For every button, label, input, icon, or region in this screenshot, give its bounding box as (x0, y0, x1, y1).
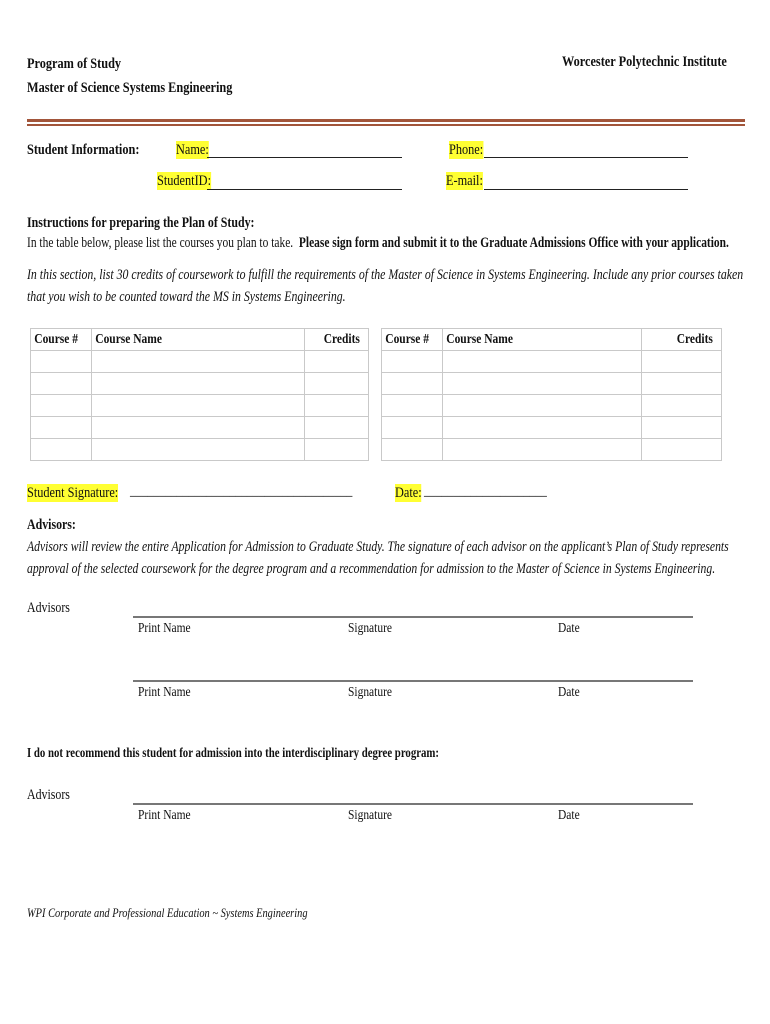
course-number-cell[interactable] (382, 439, 443, 461)
course-name-cell[interactable] (91, 351, 304, 373)
institution-name: Worcester Polytechnic Institute (562, 54, 727, 70)
print-name-caption: Print Name (138, 685, 191, 700)
student-signature-label: Student Signature: (27, 485, 119, 501)
course-number-cell[interactable] (31, 373, 92, 395)
table-row (382, 351, 722, 373)
credits-cell[interactable] (642, 351, 722, 373)
credits-cell[interactable] (642, 417, 722, 439)
course-name-cell[interactable] (91, 395, 304, 417)
not-recommend-heading: I do not recommend this student for admission into the interdisciplinary degree program: (27, 745, 440, 760)
footer-text: WPI Corporate and Professional Education ~ Systems Engineering (27, 905, 308, 920)
course-number-cell[interactable] (31, 351, 92, 373)
not-recommend-advisors-label: Advisors (27, 787, 70, 803)
table-row (382, 439, 722, 461)
course-number-cell[interactable] (382, 395, 443, 417)
credits-cell[interactable] (305, 439, 369, 461)
not-recommend-signature-line[interactable] (133, 803, 693, 805)
instructions-bold: Please sign form and submit it to the Graduate Admissions Office with your application. (298, 235, 729, 251)
document-title (27, 52, 278, 100)
student-signature-field[interactable]: ______________________________________ (130, 483, 353, 499)
course-name-cell[interactable] (442, 351, 641, 373)
phone-field[interactable] (484, 157, 688, 158)
course-number-cell[interactable] (382, 373, 443, 395)
course-name-cell[interactable] (91, 373, 304, 395)
date-caption: Date (558, 808, 580, 823)
course-number-cell[interactable] (31, 417, 92, 439)
credits-cell[interactable] (305, 395, 369, 417)
table-row (31, 395, 369, 417)
credits-cell[interactable] (642, 439, 722, 461)
student-id-label: StudentID: (157, 173, 211, 189)
advisors-italic-paragraph: Advisors will review the entire Application for Admission to Graduate Study. The signature of each advisor on the applicant’s Plan of Study represents approval of the selected coursework for the degree program and a recommendation for admission to the Master of Science in Systems Engineering. (27, 539, 729, 577)
title-line-1: Program of Study (27, 56, 122, 72)
course-name-cell[interactable] (442, 395, 641, 417)
signature-caption: Signature (348, 621, 392, 636)
student-id-field[interactable] (207, 189, 402, 190)
course-name-cell[interactable] (442, 439, 641, 461)
print-name-caption: Print Name (138, 808, 191, 823)
date-caption: Date (558, 621, 580, 636)
title-line-2: Master of Science Systems Engineering (27, 80, 233, 96)
advisors-label: Advisors (27, 600, 70, 616)
table-row (382, 395, 722, 417)
instructions-italic-paragraph: In this section, list 30 credits of coursework to fulfill the requirements of the Master of Science in Systems Engineering. Include any prior courses taken that you wish to be counted toward the MS in Systems Engineering. (27, 267, 744, 305)
header-rule-top (27, 119, 745, 122)
credits-cell[interactable] (642, 395, 722, 417)
table-header-row (31, 329, 369, 351)
header-rule-bottom (27, 124, 745, 126)
signature-caption: Signature (348, 685, 392, 700)
credits-cell[interactable] (305, 351, 369, 373)
course-number-cell[interactable] (382, 351, 443, 373)
email-label: E-mail: (446, 173, 483, 189)
table-row (31, 373, 369, 395)
name-label: Name: (176, 142, 209, 158)
print-name-caption: Print Name (138, 621, 191, 636)
date-field[interactable]: _____________________ (424, 483, 547, 499)
credits-cell[interactable] (642, 373, 722, 395)
header-course-name: Course Name (91, 329, 304, 351)
instructions-line (27, 233, 770, 253)
table-row (382, 417, 722, 439)
header-course-name: Course Name (442, 329, 641, 351)
phone-label: Phone: (449, 142, 484, 158)
header-credits: Credits (305, 329, 369, 351)
header-course-number: Course # (382, 329, 443, 351)
table-row (31, 417, 369, 439)
table-row (31, 351, 369, 373)
header-credits: Credits (642, 329, 722, 351)
name-field[interactable] (207, 157, 402, 158)
table-row (31, 439, 369, 461)
course-table-left (30, 328, 369, 461)
course-number-cell[interactable] (31, 439, 92, 461)
credits-cell[interactable] (305, 417, 369, 439)
advisor-signature-line-1[interactable] (133, 616, 693, 618)
date-caption: Date (558, 685, 580, 700)
student-info-label: Student Information: (27, 142, 140, 158)
advisors-heading: Advisors: (27, 517, 76, 533)
course-number-cell[interactable] (382, 417, 443, 439)
instructions-heading: Instructions for preparing the Plan of Study: (27, 215, 255, 231)
table-header-row (382, 329, 722, 351)
date-label: Date: (395, 485, 422, 501)
table-row (382, 373, 722, 395)
signature-caption: Signature (348, 808, 392, 823)
course-name-cell[interactable] (91, 417, 304, 439)
course-number-cell[interactable] (31, 395, 92, 417)
instructions-plain: In the table below, please list the courses you plan to take. (27, 235, 294, 251)
advisor-signature-line-2[interactable] (133, 680, 693, 682)
header-course-number: Course # (31, 329, 92, 351)
credits-cell[interactable] (305, 373, 369, 395)
course-name-cell[interactable] (442, 373, 641, 395)
course-name-cell[interactable] (442, 417, 641, 439)
email-field[interactable] (484, 189, 688, 190)
course-table-right (381, 328, 722, 461)
course-name-cell[interactable] (91, 439, 304, 461)
